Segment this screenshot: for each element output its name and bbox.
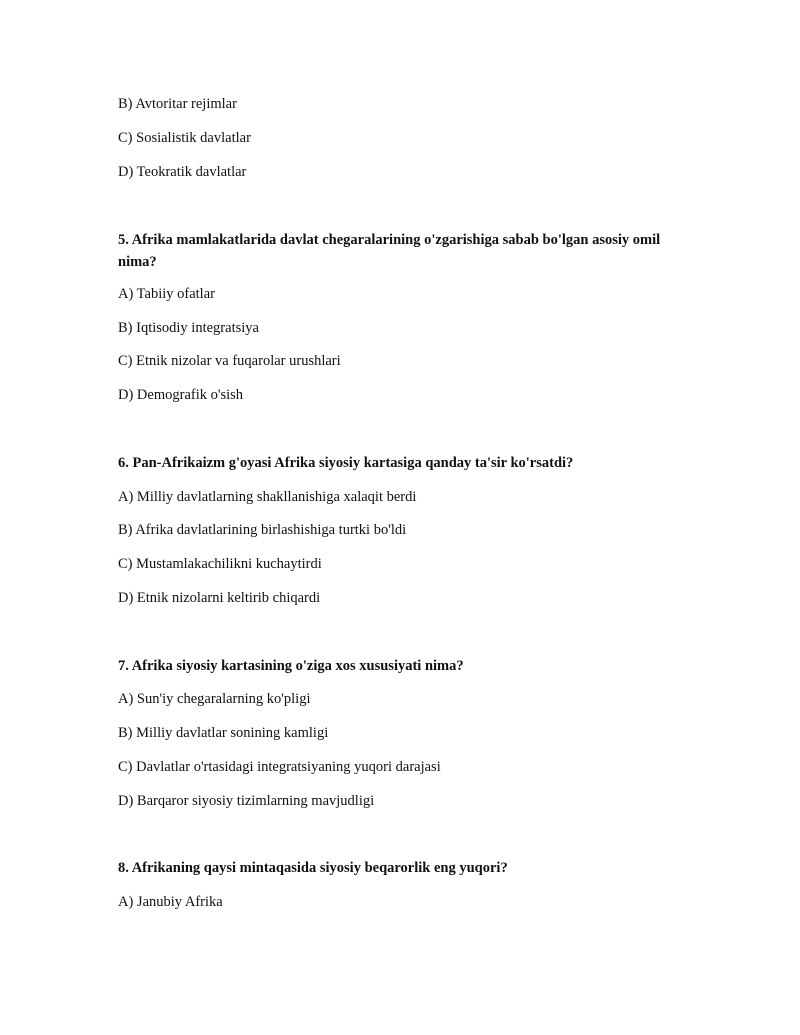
option-6c: C) Mustamlakachilikni kuchaytirdi bbox=[118, 556, 322, 572]
option-6d: D) Etnik nizolarni keltirib chiqardi bbox=[118, 590, 321, 606]
option-5c: C) Etnik nizolar va fuqarolar urushlari bbox=[118, 353, 341, 369]
option-5b: B) Iqtisodiy integratsiya bbox=[118, 320, 259, 336]
question-5: 5. Afrika mamlakatlarida davlat chegaralarining o'zgarishiga sabab bo'lgan asosiy omil nima? bbox=[118, 232, 661, 270]
option-6a: A) Milliy davlatlarning shakllanishiga xalaqit berdi bbox=[118, 489, 417, 505]
option-5d: D) Demografik o'sish bbox=[118, 387, 244, 403]
question-6: 6. Pan-Afrikaizm g'oyasi Afrika siyosiy kartasiga qanday ta'sir ko'rsatdi? bbox=[118, 455, 574, 471]
option-5a: A) Tabiiy ofatlar bbox=[118, 286, 215, 302]
option-6b: B) Afrika davlatlarining birlashishiga turtki bo'ldi bbox=[118, 522, 407, 538]
option-4c: C) Sosialistik davlatlar bbox=[118, 130, 251, 146]
option-4d: D) Teokratik davlatlar bbox=[118, 164, 247, 180]
option-7d: D) Barqaror siyosiy tizimlarning mavjudligi bbox=[118, 793, 375, 809]
question-7: 7. Afrika siyosiy kartasining o'ziga xos xususiyati nima? bbox=[118, 658, 464, 674]
option-7b: B) Milliy davlatlar sonining kamligi bbox=[118, 725, 329, 741]
question-8: 8. Afrikaning qaysi mintaqasida siyosiy beqarorlik eng yuqori? bbox=[118, 860, 508, 876]
option-7c: C) Davlatlar o'rtasidagi integratsiyaning yuqori darajasi bbox=[118, 759, 441, 775]
option-7a: A) Sun'iy chegaralarning ko'pligi bbox=[118, 691, 311, 707]
option-8a: A) Janubiy Afrika bbox=[118, 894, 223, 910]
option-4b: B) Avtoritar rejimlar bbox=[118, 96, 237, 112]
